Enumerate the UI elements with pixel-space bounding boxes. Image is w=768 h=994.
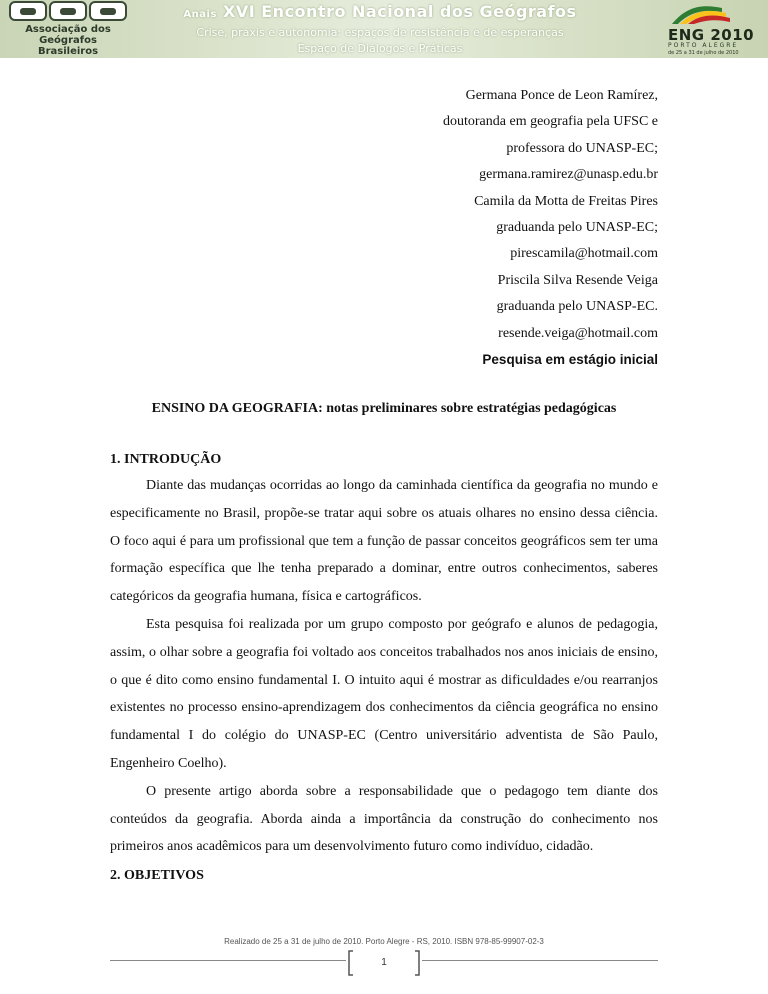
event-subtitle: Crise, práxis e autonomia: espaços de resistência e de esperanças xyxy=(196,26,564,39)
paragraph: Esta pesquisa foi realizada por um grupo composto por geógrafo e alunos de pedagogia, assim, o olhar sobre a geografia foi voltado aos conceitos trabalhados nos anos iniciais de ensino, o que é dito como ensino fundamental I. O intuito aqui é mostrar as dificuldades e/ou rearranjos existentes no processo ensino-aprendizagem dos conhecimentos da ciência geográfica no ensino fundamental I do colégio do UNASP-EC (Centro universitário adventista de São Paulo, Engenheiro Coelho). xyxy=(110,616,658,771)
author-line: Priscila Silva Resende Veiga xyxy=(497,272,658,288)
page-number: 1 xyxy=(381,957,387,968)
author-block xyxy=(443,86,658,376)
author-email: pirescamila@hotmail.com xyxy=(510,246,658,262)
author-line: doutoranda em geografia pela UFSC e xyxy=(443,114,658,130)
eng-logo-icon xyxy=(642,0,762,26)
paragraph: Diante das mudanças ocorridas ao longo da caminhada científica da geografia no mundo e especificamente no Brasil, propõe-se tratar aqui sobre os atuais olhares no ensino dessa ciência. O foco aqui é para um profissional que tem a função de passar conceitos geográficos sem ter uma formação específica que lhe tenha preparado a dominar, entre outros conhecimentos, saberes categóricos da geografia humana, física e cartográficos. xyxy=(110,478,658,605)
introduction-body xyxy=(110,472,658,861)
author-line: Germana Ponce de Leon Ramírez, xyxy=(465,88,658,103)
eng-dates: de 25 a 31 de julho de 2010 xyxy=(668,50,739,56)
header-banner xyxy=(0,0,768,58)
eng-title: ENG 2010 xyxy=(668,26,755,44)
eng-2010-logo xyxy=(642,0,762,58)
section-heading-introduction: 1. INTRODUÇÃO xyxy=(110,452,222,467)
anais-label: Anais xyxy=(183,9,217,20)
author-email: resende.veiga@hotmail.com xyxy=(498,325,658,341)
event-banner-text xyxy=(160,2,600,57)
author-line: professora do UNASP-EC; xyxy=(506,140,658,156)
author-line: Camila da Motta de Freitas Pires xyxy=(474,193,658,209)
event-name: XVI Encontro Nacional dos Geógrafos xyxy=(223,2,577,21)
event-title xyxy=(160,2,600,25)
agb-logo-text: Associação dos Geógrafos Brasileiros xyxy=(25,24,111,57)
research-status: Pesquisa em estágio inicial xyxy=(482,351,658,367)
eng-city: PORTO ALEGRE xyxy=(668,42,739,49)
author-line: graduanda pelo UNASP-EC; xyxy=(496,219,658,235)
author-email: germana.ramirez@unasp.edu.br xyxy=(479,167,658,183)
section-heading-objectives: 2. OBJETIVOS xyxy=(110,868,204,883)
footer-text: Realizado de 25 a 31 de julho de 2010. Porto Alegre - RS, 2010. ISBN 978-85-99907-02-3 xyxy=(224,937,544,946)
agb-logo-icon xyxy=(8,0,128,22)
agb-logo xyxy=(4,0,132,58)
author-line: graduanda pelo UNASP-EC. xyxy=(496,299,658,315)
event-subtitle-2: Espaço de Diálogos e Práticas xyxy=(297,42,463,55)
paragraph: O presente artigo aborda sobre a responsabilidade que o pedagogo tem diante dos conteúdos da geografia. Aborda ainda a importância da construção do conhecimento nos primeiros anos acadêmicos para um desenvolvimento futuro como indivíduo, cidadão. xyxy=(110,783,658,855)
paper-title: ENSINO DA GEOGRAFIA: notas preliminares sobre estratégias pedagógicas xyxy=(151,401,617,416)
